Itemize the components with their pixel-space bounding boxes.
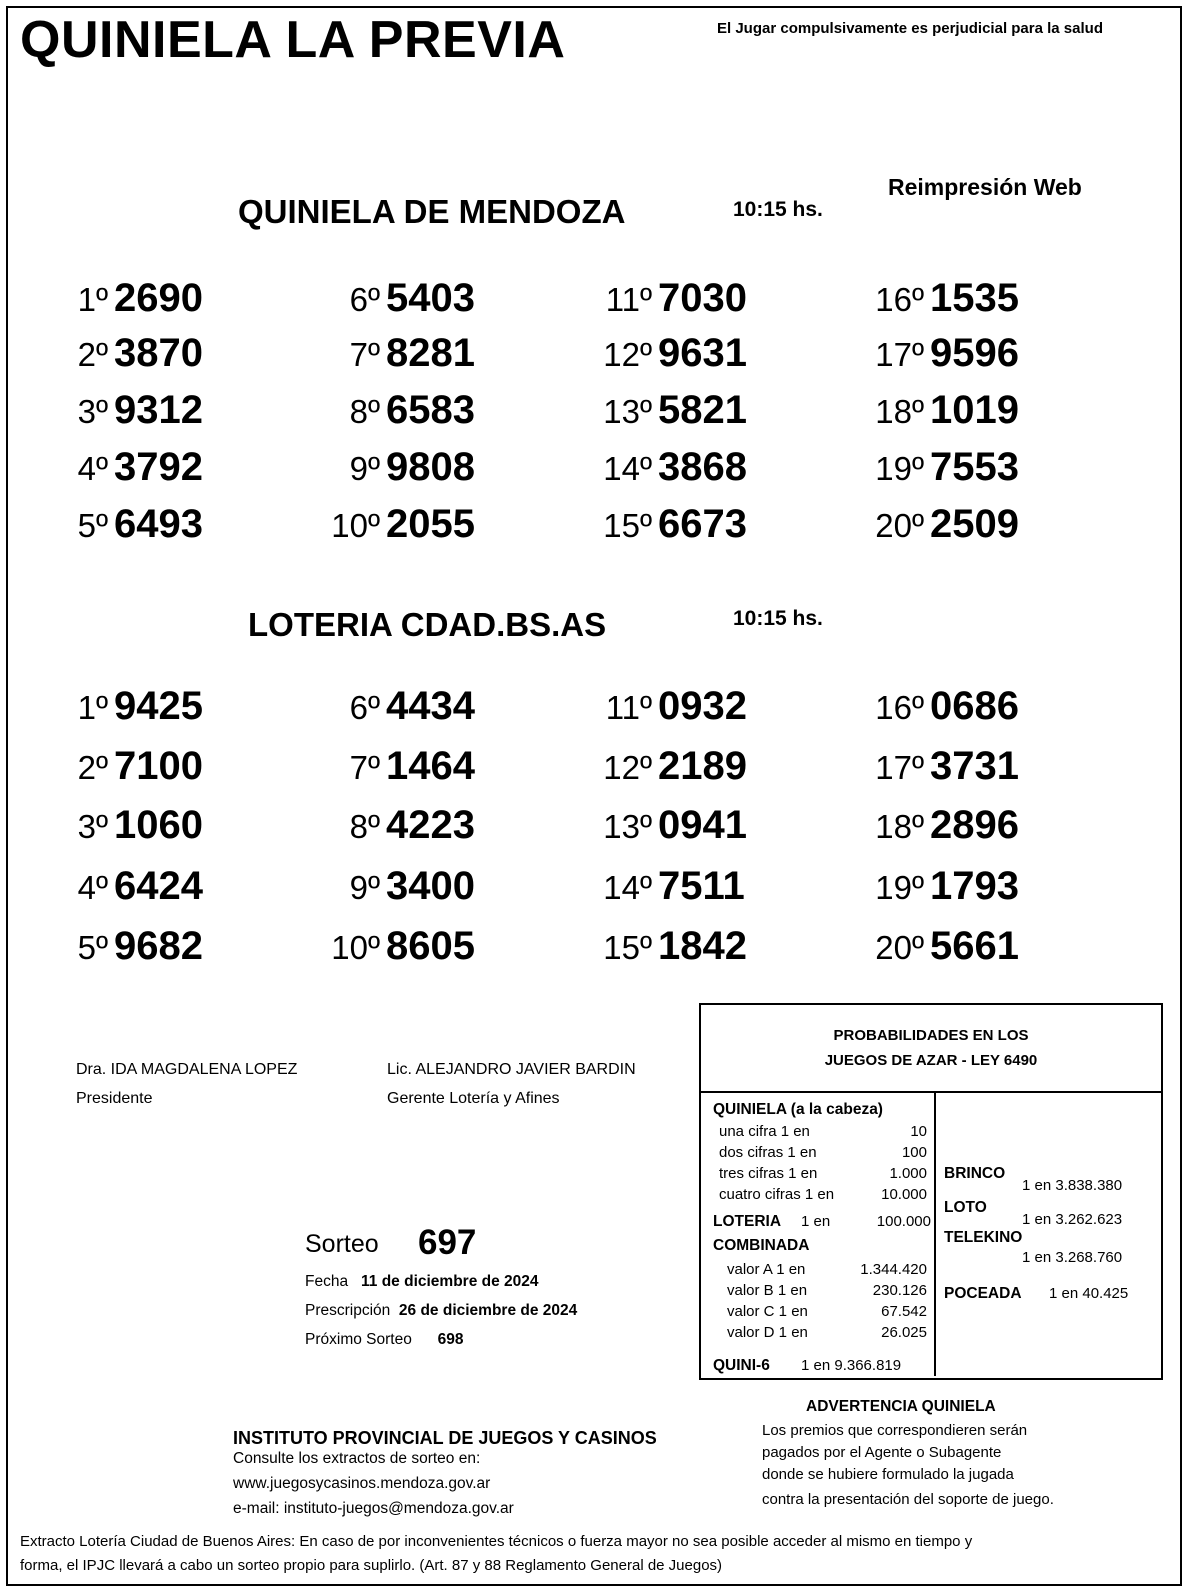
- result-position: 17º: [875, 336, 924, 373]
- odds-row-label: valor A 1 en: [727, 1261, 806, 1278]
- institute-name: INSTITUTO PROVINCIAL DE JUEGOS Y CASINOS: [233, 1428, 657, 1448]
- result-number: 1464: [386, 744, 475, 788]
- poceada-odds-value: 1 en 40.425: [1049, 1285, 1129, 1302]
- result-number: 1019: [930, 388, 1019, 432]
- result-position: 3º: [77, 808, 108, 845]
- result-position: 8º: [349, 808, 380, 845]
- quiniela-odds-label: QUINIELA (a la cabeza): [713, 1101, 883, 1118]
- result-position: 7º: [349, 749, 380, 786]
- result-cell: [310, 276, 475, 321]
- result-position: 9º: [349, 869, 380, 906]
- advertencia-title: ADVERTENCIA QUINIELA: [806, 1398, 996, 1415]
- result-cell: [854, 744, 1019, 789]
- result-number: 3792: [114, 445, 203, 489]
- result-number: 5821: [658, 388, 747, 432]
- result-number: 0932: [658, 684, 747, 728]
- bsas-draw-time: 10:15 hs.: [733, 607, 823, 630]
- result-cell: [582, 445, 747, 490]
- probabilities-table: [701, 1093, 1165, 1376]
- result-position: 14º: [603, 450, 652, 487]
- result-cell: [310, 445, 475, 490]
- result-position: 10º: [331, 929, 380, 966]
- mendoza-section-title: QUINIELA DE MENDOZA: [238, 193, 626, 230]
- result-cell: [854, 502, 1019, 547]
- brinco-odds-label: BRINCO: [944, 1165, 1006, 1182]
- result-number: 3870: [114, 331, 203, 375]
- result-cell: [38, 502, 203, 547]
- result-number: 2055: [386, 502, 475, 546]
- poceada-odds-label: POCEADA: [944, 1285, 1022, 1302]
- result-cell: [38, 684, 203, 729]
- odds-row-label: una cifra 1 en: [719, 1123, 810, 1140]
- odds-row-value: 67.542: [881, 1303, 927, 1320]
- result-number: 6493: [114, 502, 203, 546]
- result-cell: [38, 744, 203, 789]
- result-cell: [582, 744, 747, 789]
- result-number: 9312: [114, 388, 203, 432]
- page-title: QUINIELA LA PREVIA: [20, 11, 566, 69]
- probabilities-title: PROBABILIDADES EN LOS JUEGOS DE AZAR - LEY 6490: [824, 1027, 1038, 1069]
- mendoza-draw-time: 10:15 hs.: [733, 198, 823, 221]
- odds-row-label: valor B 1 en: [727, 1282, 808, 1299]
- result-position: 3º: [77, 393, 108, 430]
- result-position: 20º: [875, 507, 924, 544]
- result-number: 6583: [386, 388, 475, 432]
- quini6-odds-label: QUINI-6: [713, 1357, 770, 1374]
- odds-row-value: 100: [901, 1144, 927, 1161]
- result-cell: [38, 276, 203, 321]
- odds-row-label: tres cifras 1 en: [719, 1165, 818, 1182]
- result-number: 6424: [114, 864, 203, 908]
- result-cell: [582, 388, 747, 433]
- result-cell: [38, 445, 203, 490]
- result-cell: [854, 388, 1019, 433]
- fecha-value: 11 de diciembre de 2024: [361, 1273, 539, 1290]
- result-number: 1060: [114, 803, 203, 847]
- result-cell: [310, 502, 475, 547]
- result-number: 2896: [930, 803, 1019, 847]
- result-number: 9425: [114, 684, 203, 728]
- prescripcion-label: Prescripción: [305, 1302, 391, 1319]
- result-position: 12º: [603, 336, 652, 373]
- result-number: 7553: [930, 445, 1019, 489]
- prescripcion-row: [305, 1302, 577, 1320]
- result-position: 15º: [603, 507, 652, 544]
- loteria-odds-value: 100.000: [876, 1213, 931, 1230]
- result-cell: [582, 924, 747, 969]
- result-position: 2º: [77, 336, 108, 373]
- result-number: 8281: [386, 331, 475, 375]
- result-position: 14º: [603, 869, 652, 906]
- result-cell: [854, 445, 1019, 490]
- result-number: 2189: [658, 744, 747, 788]
- loteria-odds-prefix: 1 en: [801, 1213, 831, 1230]
- result-position: 5º: [77, 507, 108, 544]
- result-number: 2690: [114, 276, 203, 320]
- odds-row-label: valor C 1 en: [727, 1303, 808, 1320]
- advertencia-line: donde se hubiere formulado la jugada: [762, 1466, 1014, 1483]
- result-number: 1535: [930, 276, 1019, 320]
- loto-odds-value: 1 en 3.262.623: [1022, 1211, 1123, 1228]
- result-cell: [854, 864, 1019, 909]
- result-number: 3731: [930, 744, 1019, 788]
- institute-consult-line: Consulte los extractos de sorteo en:: [233, 1450, 481, 1467]
- loto-odds-label: LOTO: [944, 1199, 987, 1216]
- odds-row-label: valor D 1 en: [727, 1324, 808, 1341]
- advertencia-line: Los premios que correspondieren serán: [762, 1422, 1028, 1439]
- reprint-label: Reimpresión Web: [888, 174, 1082, 200]
- result-cell: [582, 803, 747, 848]
- result-position: 19º: [875, 450, 924, 487]
- result-position: 12º: [603, 749, 652, 786]
- footer-line-1: Extracto Lotería Ciudad de Buenos Aires: En caso de por inconvenientes técnicos o fuerza mayor no sea posible acceder al mismo en tiempo y: [20, 1533, 973, 1550]
- result-cell: [854, 684, 1019, 729]
- combinada-odds-label: COMBINADA: [713, 1237, 810, 1254]
- result-cell: [38, 864, 203, 909]
- result-cell: [854, 331, 1019, 376]
- signature-right-name: Lic. ALEJANDRO JAVIER BARDIN: [387, 1061, 636, 1078]
- proximo-sorteo-value: 698: [437, 1331, 464, 1348]
- result-position: 15º: [603, 929, 652, 966]
- odds-row-label: cuatro cifras 1 en: [719, 1186, 835, 1203]
- advertencia-line: pagados por el Agente o Subagente: [762, 1444, 1002, 1461]
- quini6-odds-value: 1 en 9.366.819: [801, 1357, 902, 1374]
- result-position: 8º: [349, 393, 380, 430]
- result-number: 6673: [658, 502, 747, 546]
- result-position: 2º: [77, 749, 108, 786]
- result-number: 7030: [658, 276, 747, 320]
- loteria-odds-label: LOTERIA: [713, 1213, 782, 1230]
- result-position: 10º: [331, 507, 380, 544]
- result-number: 2509: [930, 502, 1019, 546]
- result-cell: [582, 331, 747, 376]
- result-position: 17º: [875, 749, 924, 786]
- result-number: 9631: [658, 331, 747, 375]
- result-cell: [38, 331, 203, 376]
- sorteo-label: Sorteo: [305, 1230, 379, 1258]
- result-cell: [854, 276, 1019, 321]
- fecha-label: Fecha: [305, 1273, 349, 1290]
- result-number: 8605: [386, 924, 475, 968]
- result-cell: [310, 331, 475, 376]
- result-position: 18º: [875, 808, 924, 845]
- result-number: 3400: [386, 864, 475, 908]
- result-cell: [582, 276, 747, 321]
- result-cell: [310, 803, 475, 848]
- odds-row-value: 1.000: [889, 1165, 927, 1182]
- result-position: 18º: [875, 393, 924, 430]
- result-number: 7511: [658, 864, 745, 908]
- prescripcion-value: 26 de diciembre de 2024: [398, 1302, 578, 1319]
- result-cell: [310, 744, 475, 789]
- result-position: 1º: [77, 281, 108, 318]
- advertencia-line: contra la presentación del soporte de juego.: [762, 1491, 1054, 1508]
- telekino-odds-label: TELEKINO: [944, 1229, 1023, 1246]
- result-number: 9682: [114, 924, 203, 968]
- odds-row-value: 10.000: [881, 1186, 927, 1203]
- odds-row-value: 26.025: [881, 1324, 927, 1341]
- result-cell: [310, 684, 475, 729]
- health-warning: El Jugar compulsivamente es perjudicial para la salud: [717, 20, 1103, 37]
- result-position: 4º: [77, 450, 108, 487]
- proximo-sorteo-label: Próximo Sorteo: [305, 1331, 412, 1348]
- result-cell: [310, 388, 475, 433]
- result-number: 4434: [386, 684, 475, 728]
- proximo-sorteo-row: [305, 1331, 464, 1349]
- brinco-odds-value: 1 en 3.838.380: [1022, 1177, 1123, 1194]
- probabilities-box: [699, 1003, 1163, 1380]
- result-cell: [582, 684, 747, 729]
- fecha-row: [305, 1273, 539, 1291]
- result-number: 9808: [386, 445, 475, 489]
- result-cell: [854, 803, 1019, 848]
- result-position: 19º: [875, 869, 924, 906]
- result-number: 1842: [658, 924, 747, 968]
- result-position: 1º: [77, 689, 108, 726]
- result-number: 0686: [930, 684, 1019, 728]
- result-position: 13º: [603, 393, 652, 430]
- result-position: 13º: [603, 808, 652, 845]
- institute-email: e-mail: instituto-juegos@mendoza.gov.ar: [233, 1500, 514, 1517]
- result-position: 6º: [349, 281, 380, 318]
- signature-left-name: Dra. IDA MAGDALENA LOPEZ: [76, 1061, 298, 1078]
- result-position: 20º: [875, 929, 924, 966]
- result-number: 0941: [658, 803, 747, 847]
- result-number: 5661: [930, 924, 1019, 968]
- signature-right-role: Gerente Lotería y Afines: [387, 1090, 560, 1107]
- result-position: 7º: [349, 336, 380, 373]
- bsas-section-title: LOTERIA CDAD.BS.AS: [248, 606, 607, 643]
- result-cell: [310, 864, 475, 909]
- result-cell: [38, 388, 203, 433]
- result-position: 11º: [605, 281, 652, 318]
- result-cell: [38, 803, 203, 848]
- result-number: 1793: [930, 864, 1019, 908]
- result-position: 5º: [77, 929, 108, 966]
- signature-left-role: Presidente: [76, 1090, 153, 1107]
- result-position: 16º: [875, 689, 924, 726]
- result-position: 11º: [605, 689, 652, 726]
- result-cell: [38, 924, 203, 969]
- result-number: 5403: [386, 276, 475, 320]
- odds-row-label: dos cifras 1 en: [719, 1144, 817, 1161]
- result-number: 9596: [930, 331, 1019, 375]
- sorteo-number: 697: [418, 1223, 477, 1262]
- result-position: 4º: [77, 869, 108, 906]
- odds-row-value: 230.126: [872, 1282, 927, 1299]
- footer-line-2: forma, el IPJC llevará a cabo un sorteo propio para suplirlo. (Art. 87 y 88 Reglamento General de Juegos): [20, 1557, 723, 1574]
- result-cell: [582, 502, 747, 547]
- odds-row-value: 1.344.420: [860, 1261, 927, 1278]
- institute-website: www.juegosycasinos.mendoza.gov.ar: [233, 1475, 491, 1492]
- result-cell: [854, 924, 1019, 969]
- odds-row-value: 10: [910, 1123, 927, 1140]
- result-number: 3868: [658, 445, 747, 489]
- result-position: 9º: [349, 450, 380, 487]
- probabilities-column-divider: [934, 1093, 936, 1376]
- telekino-odds-value: 1 en 3.268.760: [1022, 1249, 1123, 1266]
- result-position: 16º: [875, 281, 924, 318]
- result-number: 4223: [386, 803, 475, 847]
- result-cell: [310, 924, 475, 969]
- result-number: 7100: [114, 744, 203, 788]
- result-position: 6º: [349, 689, 380, 726]
- result-cell: [582, 864, 745, 909]
